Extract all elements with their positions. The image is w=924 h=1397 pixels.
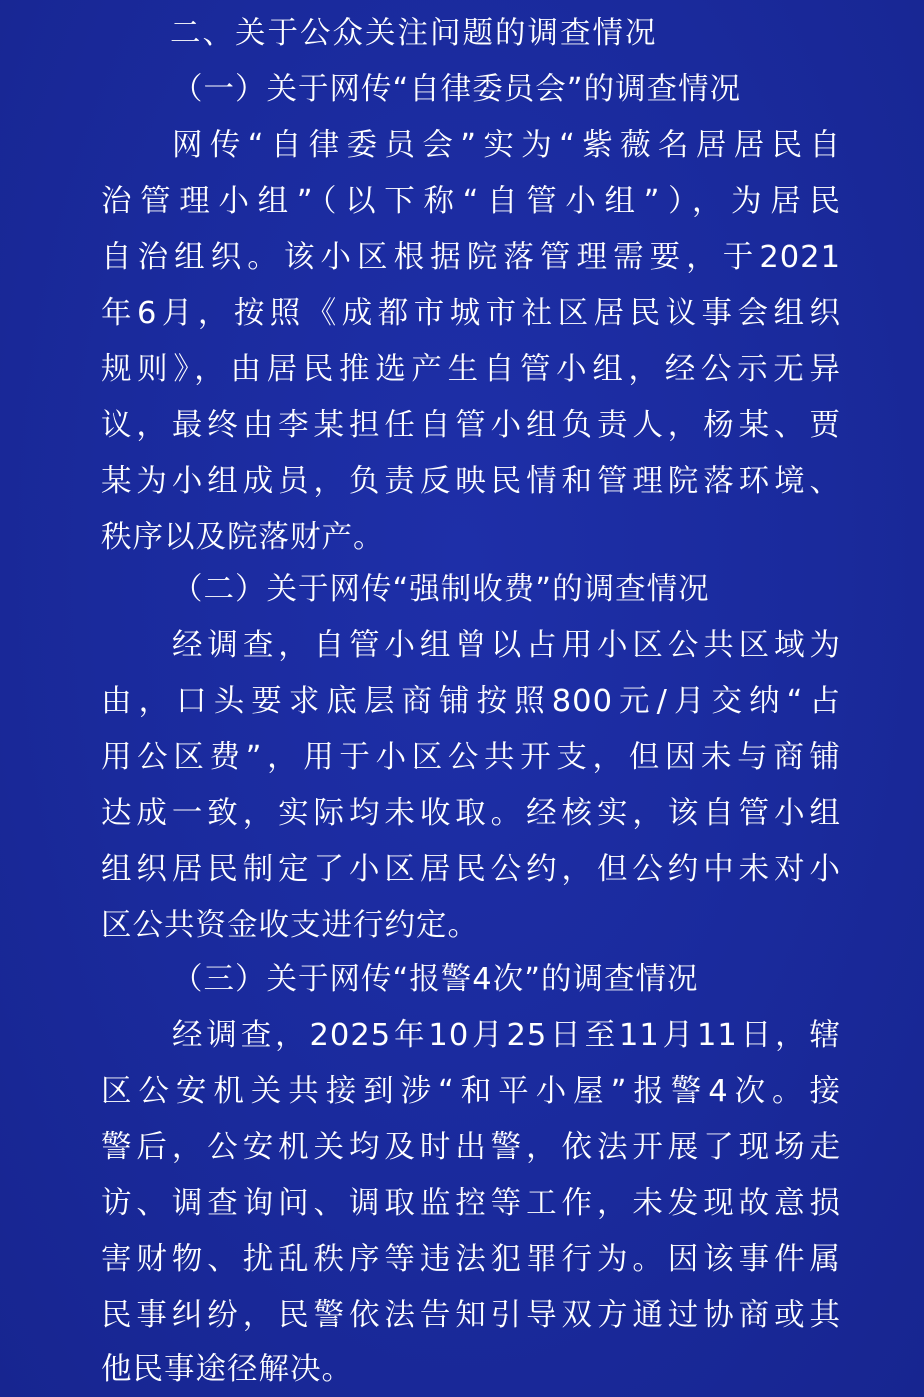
paragraph-line: 用公区费”，用于小区公共开支，但因未与商铺 xyxy=(101,740,841,775)
paragraph-line: 秩序以及院落财产。 xyxy=(101,520,385,555)
paragraph-line: 达成一致，实际均未收取。经核实，该自管小组 xyxy=(101,796,841,831)
subsection-heading-2: （二）关于网传“强制收费”的调查情况 xyxy=(172,572,710,607)
paragraph-line: 治管理小组”（以下称“自管小组”），为居民 xyxy=(101,184,841,219)
paragraph-line: 由，口头要求底层商铺按照800元/月交纳“占 xyxy=(101,684,841,719)
subsection-heading-1: （一）关于网传“自律委员会”的调查情况 xyxy=(172,72,742,107)
paragraph-line: 自治组织。该小区根据院落管理需要，于2021 xyxy=(101,240,841,275)
subsection-heading-3: （三）关于网传“报警4次”的调查情况 xyxy=(172,962,699,997)
paragraph-line: 警后，公安机关均及时出警，依法开展了现场走 xyxy=(101,1130,841,1165)
paragraph-line: 经调查，自管小组曾以占用小区公共区域为 xyxy=(172,628,841,663)
paragraph-line: 某为小组成员，负责反映民情和管理院落环境、 xyxy=(101,464,841,499)
paragraph-line: 经调查，2025年10月25日至11月11日，辖 xyxy=(172,1018,841,1053)
paragraph-line: 年6月，按照《成都市城市社区居民议事会组织 xyxy=(101,296,841,331)
paragraph-line: 害财物、扰乱秩序等违法犯罪行为。因该事件属 xyxy=(101,1242,841,1277)
section-title: 二、关于公众关注问题的调查情况 xyxy=(170,16,658,51)
paragraph-line: 区公安机关共接到涉“和平小屋”报警4次。接 xyxy=(101,1074,841,1109)
paragraph-line: 组织居民制定了小区居民公约，但公约中未对小 xyxy=(101,852,841,887)
paragraph-line: 规则》，由居民推选产生自管小组，经公示无异 xyxy=(101,352,841,387)
paragraph-line: 民事纠纷，民警依法告知引导双方通过协商或其 xyxy=(101,1298,841,1333)
paragraph-line: 议，最终由李某担任自管小组负责人，杨某、贾 xyxy=(101,408,841,443)
paragraph-line: 访、调查询问、调取监控等工作，未发现故意损 xyxy=(101,1186,841,1221)
paragraph-line: 他民事途径解决。 xyxy=(101,1352,353,1387)
paragraph-line: 区公共资金收支进行约定。 xyxy=(101,908,479,943)
paragraph-line: 网传“自律委员会”实为“紫薇名居居民自 xyxy=(172,128,841,163)
